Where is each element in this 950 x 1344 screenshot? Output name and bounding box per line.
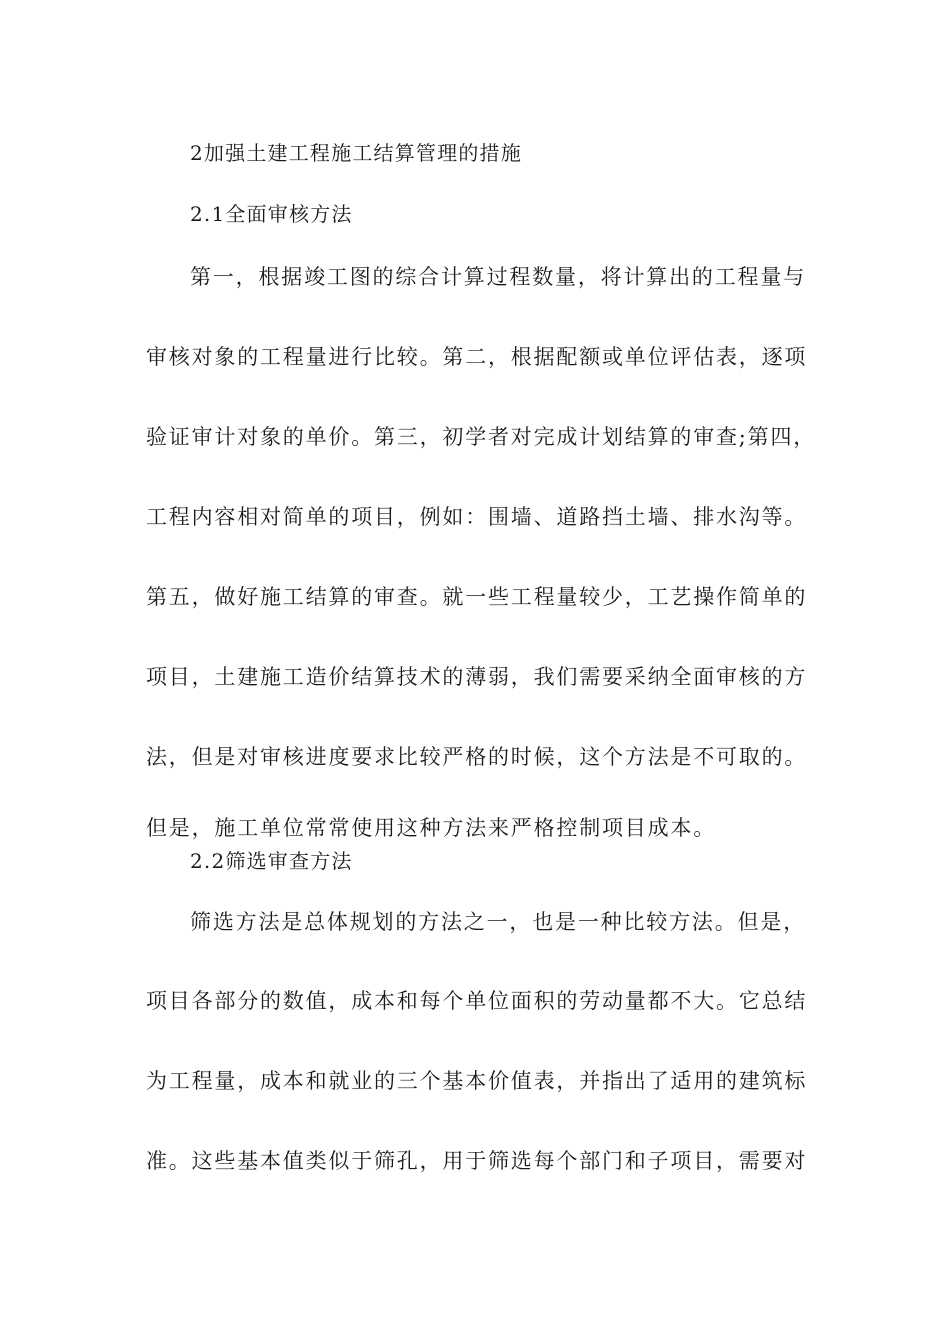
paragraph-line: 项目，土建施工造价结算技术的薄弱，我们需要采纳全面审核的方	[146, 665, 808, 689]
paragraph-line: 为工程量，成本和就业的三个基本价值表，并指出了适用的建筑标	[146, 1069, 808, 1093]
paragraph-line: 第五，做好施工结算的审查。就一些工程量较少，工艺操作简单的	[146, 585, 808, 609]
paragraph-line: 工程内容相对简单的项目，例如：围墙、道路挡土墙、排水沟等。	[146, 505, 808, 529]
subsection-heading-2-2: 2.2筛选审查方法	[190, 849, 353, 873]
section-heading: 2加强土建工程施工结算管理的措施	[190, 141, 522, 165]
paragraph-line: 但是，施工单位常常使用这种方法来严格控制项目成本。	[146, 816, 716, 840]
subsection-heading-2-1: 2.1全面审核方法	[190, 202, 353, 226]
paragraph-line: 法，但是对审核进度要求比较严格的时候，这个方法是不可取的。	[146, 745, 808, 769]
paragraph-line: 第一，根据竣工图的综合计算过程数量，将计算出的工程量与	[190, 265, 806, 289]
paragraph-line: 准。这些基本值类似于筛孔，用于筛选每个部门和子项目，需要对	[146, 1149, 808, 1173]
paragraph-line: 审核对象的工程量进行比较。第二，根据配额或单位评估表，逐项	[146, 345, 808, 369]
paragraph-line: 项目各部分的数值，成本和每个单位面积的劳动量都不大。它总结	[146, 989, 808, 1013]
paragraph-line: 验证审计对象的单价。第三，初学者对完成计划结算的审查;第四，	[146, 425, 817, 449]
paragraph-line: 筛选方法是总体规划的方法之一，也是一种比较方法。但是，	[190, 910, 806, 934]
